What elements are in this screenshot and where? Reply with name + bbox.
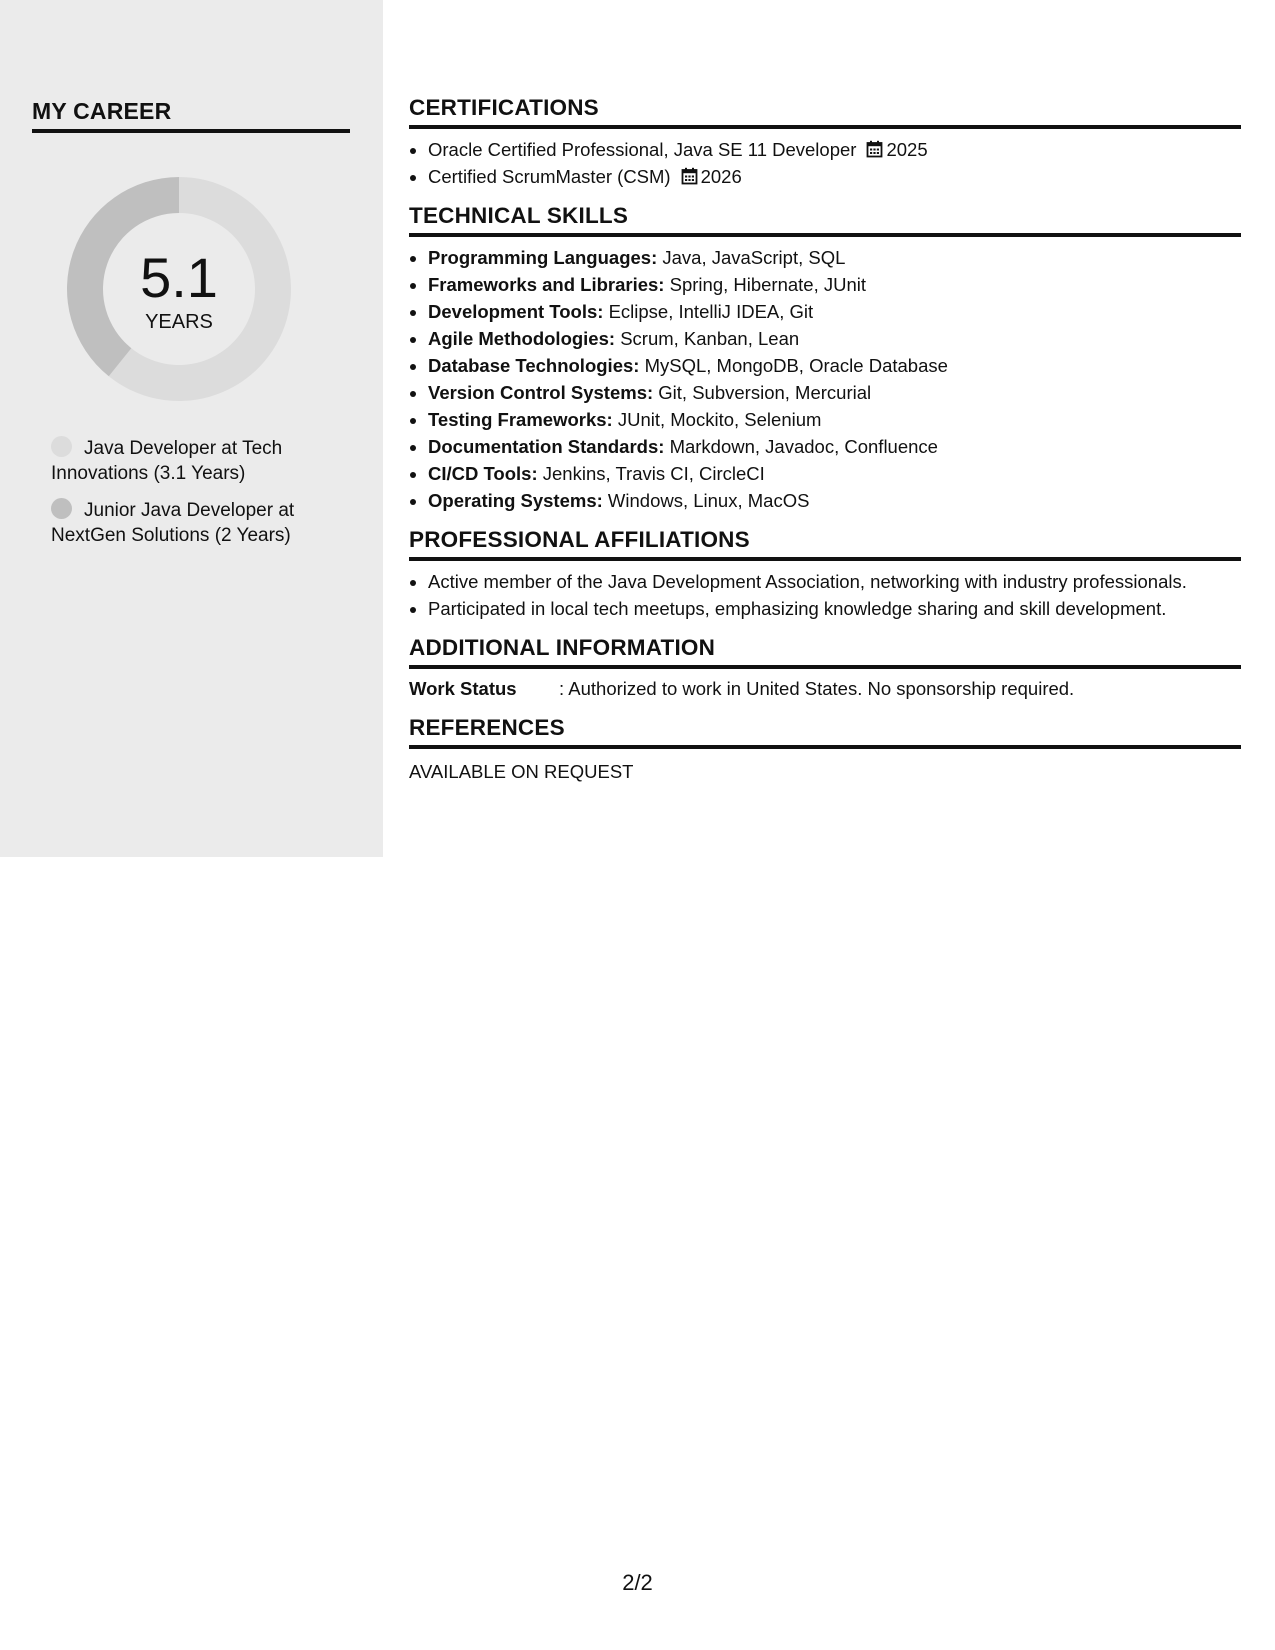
calendar-icon	[681, 167, 698, 185]
page-number: 2/2	[622, 1570, 653, 1595]
career-legend-label: Java Developer at Tech Innovations (3.1 Years)	[51, 438, 283, 484]
skill-label: Programming Languages:	[428, 247, 658, 268]
skill-value: Windows, Linux, MacOS	[607, 490, 810, 511]
skill-value: Jenkins, Travis CI, CircleCI	[542, 463, 765, 484]
skill-value: JUnit, Mockito, Selenium	[617, 409, 822, 430]
certification-year: 2025	[886, 139, 928, 160]
skill-label: Development Tools:	[428, 301, 604, 322]
work-status-label: Work Status	[409, 678, 517, 699]
career-total-years: 5.1	[140, 246, 218, 309]
skill-item	[428, 487, 1241, 514]
skill-label: CI/CD Tools:	[428, 463, 538, 484]
sidebar	[0, 0, 383, 857]
skill-item	[428, 298, 1241, 325]
career-legend	[51, 436, 351, 560]
certifications-title: CERTIFICATIONS	[409, 94, 1241, 129]
certification-item	[428, 163, 1241, 190]
technical-skills-title: TECHNICAL SKILLS	[409, 202, 1241, 237]
career-total-unit: YEARS	[145, 311, 213, 333]
skill-label: Agile Methodologies:	[428, 328, 616, 349]
certification-item	[428, 136, 1241, 163]
career-legend-item	[51, 498, 351, 548]
career-legend-item	[51, 436, 351, 486]
references-title: REFERENCES	[409, 714, 1241, 749]
skill-label: Version Control Systems:	[428, 382, 654, 403]
skill-value: Scrum, Kanban, Lean	[620, 328, 800, 349]
skill-item	[428, 244, 1241, 271]
affiliation-item: • Participated in local tech meetups, emphasizing knowledge sharing and skill development.	[428, 595, 1241, 622]
skill-item	[428, 325, 1241, 352]
affiliations-section	[409, 526, 1241, 622]
career-heading: MY CAREER	[32, 98, 350, 133]
skill-label: Testing Frameworks:	[428, 409, 613, 430]
skill-label: Frameworks and Libraries:	[428, 274, 665, 295]
skill-item	[428, 352, 1241, 379]
skill-item	[428, 433, 1241, 460]
additional-info-section	[409, 634, 1241, 702]
skill-value: Java, JavaScript, SQL	[662, 247, 846, 268]
certifications-section	[409, 94, 1241, 190]
certification-year: 2026	[700, 166, 742, 187]
main-content	[409, 94, 1241, 797]
affiliations-list	[409, 568, 1241, 622]
skill-item	[428, 460, 1241, 487]
skill-value: Markdown, Javadoc, Confluence	[669, 436, 938, 457]
certification-name: Certified ScrumMaster (CSM)	[428, 166, 671, 187]
references-section	[409, 714, 1241, 785]
skill-label: Documentation Standards:	[428, 436, 665, 457]
skill-value: Eclipse, IntelliJ IDEA, Git	[608, 301, 814, 322]
skill-value: MySQL, MongoDB, Oracle Database	[644, 355, 948, 376]
skill-item	[428, 406, 1241, 433]
affiliations-title: PROFESSIONAL AFFILIATIONS	[409, 526, 1241, 561]
certifications-list	[409, 136, 1241, 190]
legend-dot-icon	[51, 436, 72, 457]
work-status-value: : Authorized to work in United States. No sponsorship required.	[559, 678, 1075, 699]
calendar-icon	[866, 140, 883, 158]
skill-item	[428, 271, 1241, 298]
certification-name: Oracle Certified Professional, Java SE 11 Developer	[428, 139, 857, 160]
work-status-row	[409, 675, 1241, 702]
additional-info-title: ADDITIONAL INFORMATION	[409, 634, 1241, 669]
legend-dot-icon	[51, 498, 72, 519]
skill-value: Git, Subversion, Mercurial	[658, 382, 872, 403]
skill-label: Database Technologies:	[428, 355, 640, 376]
technical-skills-section	[409, 202, 1241, 514]
skill-value: Spring, Hibernate, JUnit	[669, 274, 867, 295]
affiliation-item: • Active member of the Java Development Association, networking with industry professionals.	[428, 568, 1241, 595]
skill-item	[428, 379, 1241, 406]
career-legend-label: Junior Java Developer at NextGen Solutions (2 Years)	[51, 500, 295, 546]
references-text: AVAILABLE ON REQUEST	[409, 761, 634, 782]
skill-label: Operating Systems:	[428, 490, 603, 511]
technical-skills-list	[409, 244, 1241, 514]
